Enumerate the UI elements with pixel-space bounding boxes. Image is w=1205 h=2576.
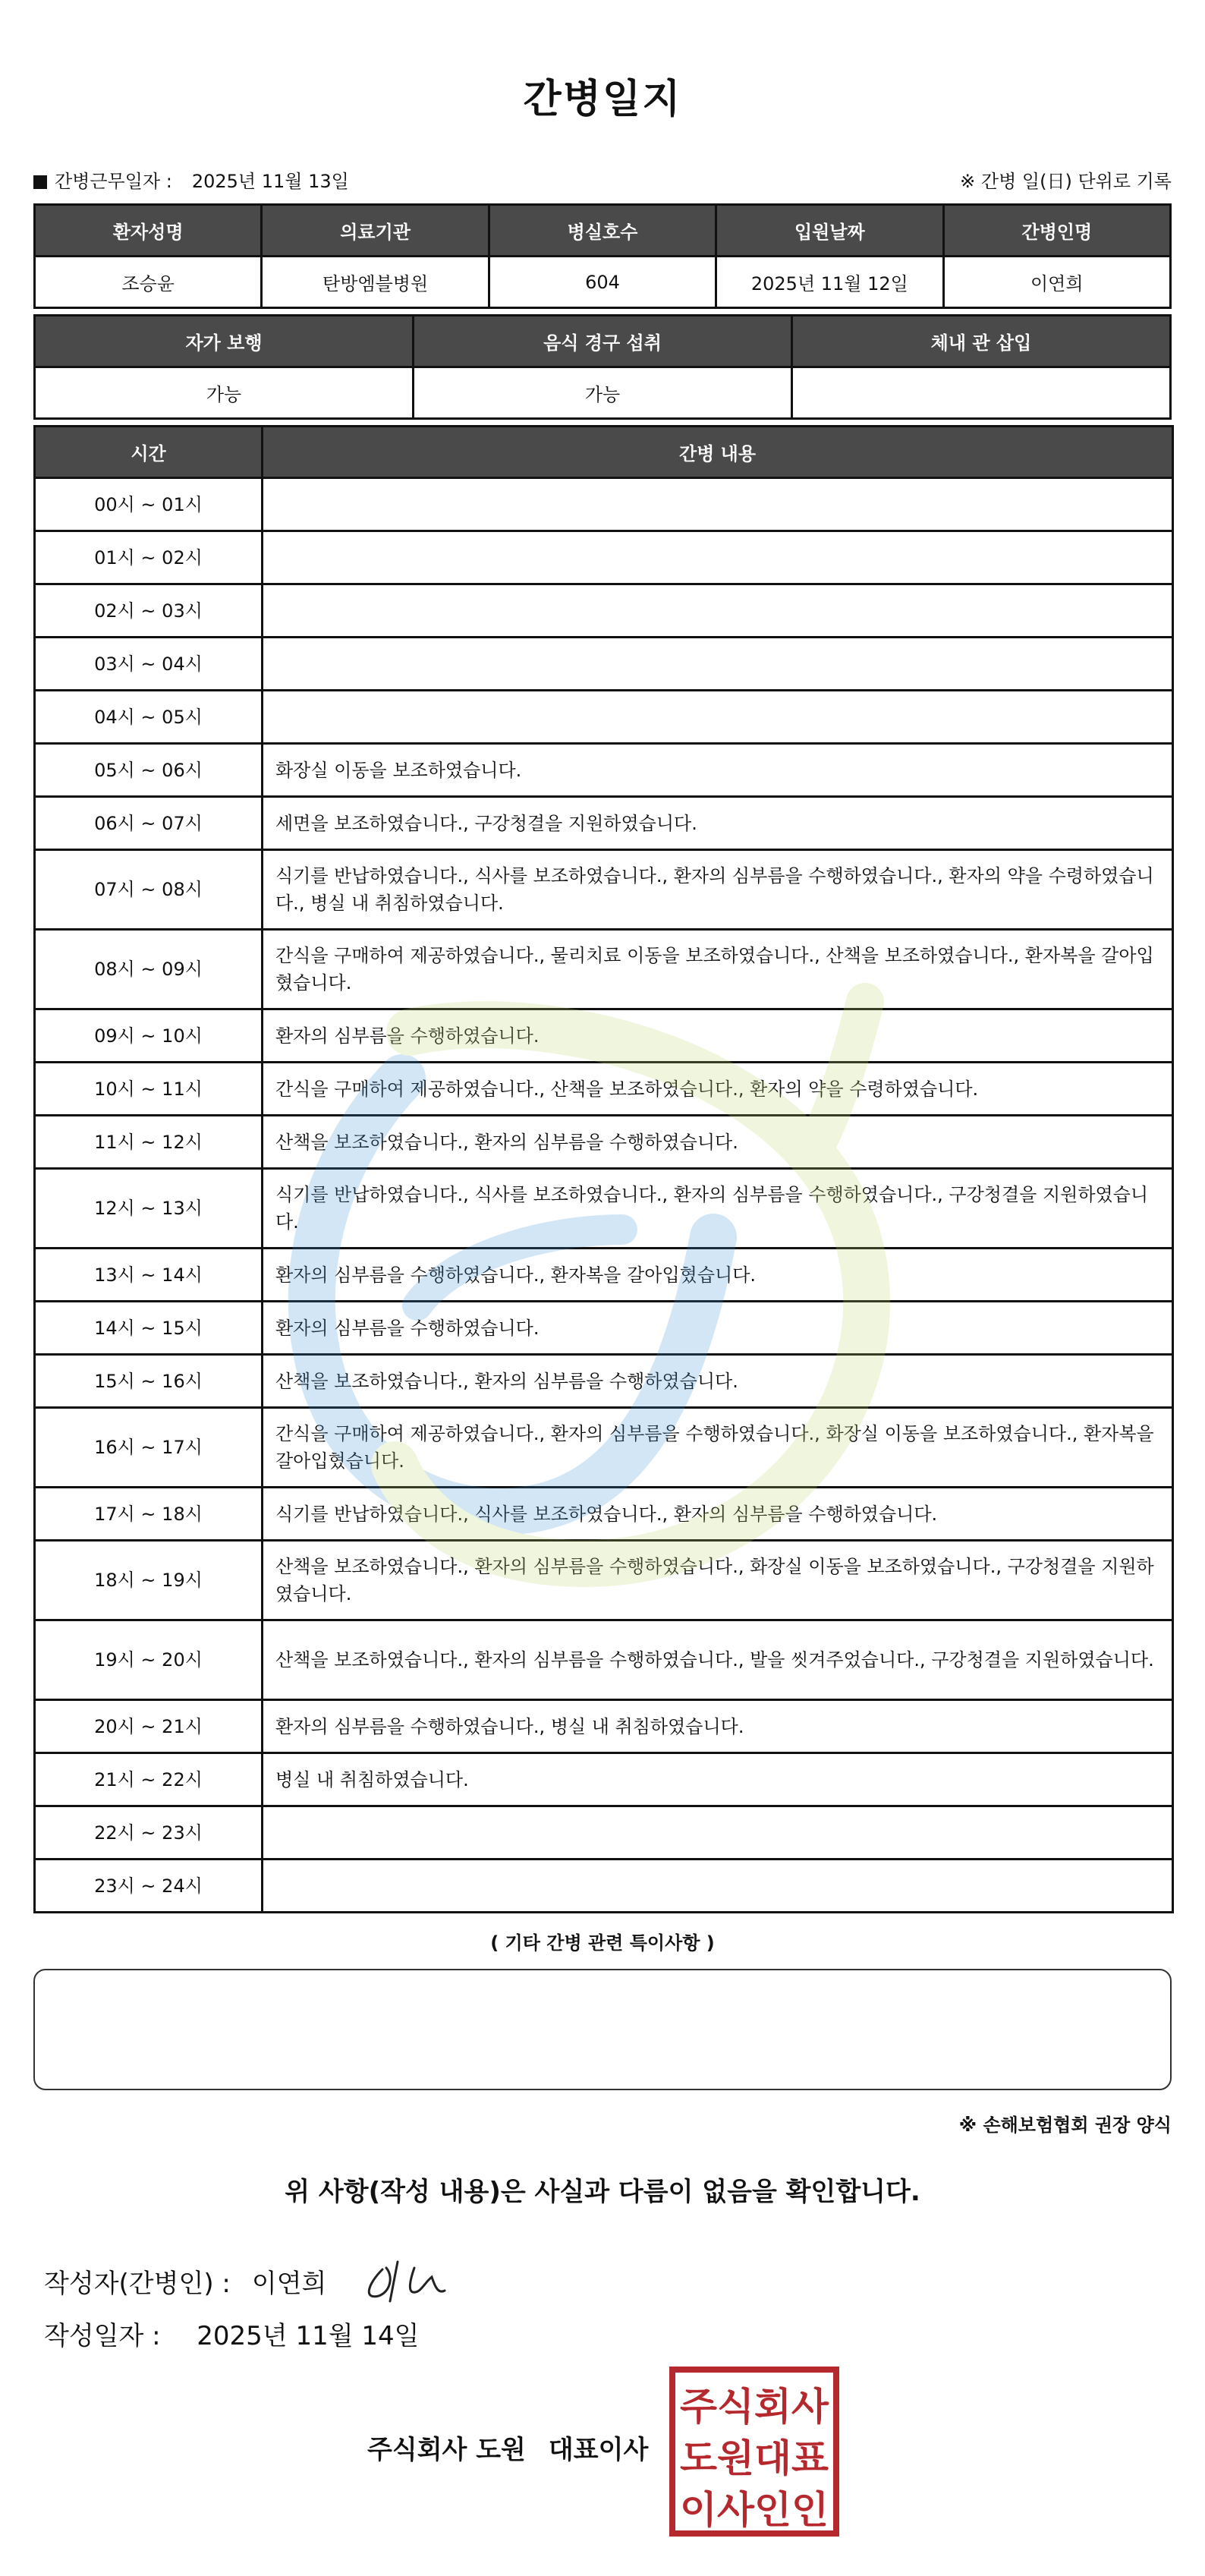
time-cell: 15시 ~ 16시	[35, 1355, 263, 1408]
admission-date: 2025년 11월 12일	[716, 257, 943, 308]
svg-text:이사인인: 이사인인	[680, 2488, 829, 2532]
confirmation-statement: 위 사항(작성 내용)은 사실과 다름이 없음을 확인합니다.	[285, 2177, 920, 2207]
date-label: 작성일자 :	[44, 2321, 161, 2351]
meta-row	[33, 164, 1172, 194]
time-cell: 11시 ~ 12시	[35, 1116, 263, 1169]
time-cell: 13시 ~ 14시	[35, 1249, 263, 1302]
time-cell: 22시 ~ 23시	[35, 1806, 263, 1860]
company-name: 주식회사 도원	[367, 2435, 526, 2465]
content-cell	[263, 531, 1173, 584]
content-cell: 병실 내 취침하였습니다.	[263, 1753, 1173, 1806]
content-cell: 환자의 심부름을 수행하였습니다., 환자복을 갈아입혔습니다.	[263, 1249, 1173, 1302]
tube-insertion-value	[792, 367, 1171, 419]
content-cell: 산책을 보조하였습니다., 환자의 심부름을 수행하였습니다.	[263, 1355, 1173, 1408]
svg-text:주식회사: 주식회사	[680, 2385, 829, 2429]
work-date-label: 간병근무일자 :	[55, 170, 172, 192]
table-row	[35, 1355, 1173, 1408]
status-info-table	[33, 314, 1172, 420]
special-notes-box	[33, 1969, 1172, 2090]
company-line	[367, 2429, 648, 2466]
table-row	[35, 1116, 1173, 1169]
care-log-table	[33, 425, 1174, 1913]
table-row	[35, 797, 1173, 850]
content-cell: 간식을 구매하여 제공하였습니다., 산책을 보조하였습니다., 환자의 약을 수령하였습니다.	[263, 1063, 1173, 1116]
time-cell: 01시 ~ 02시	[35, 531, 263, 584]
header-room: 병실호수	[489, 205, 716, 257]
writer-name: 이연희	[251, 2268, 327, 2299]
header-tube-insertion: 체내 관 삽입	[792, 316, 1171, 367]
table-row	[35, 1302, 1173, 1355]
date-value: 2025년 11월 14일	[197, 2321, 420, 2351]
time-cell: 02시 ~ 03시	[35, 584, 263, 638]
header-oral-intake: 음식 경구 섭취	[414, 316, 792, 367]
header-care-content: 간병 내용	[263, 427, 1173, 478]
content-cell: 산책을 보조하였습니다., 환자의 심부름을 수행하였습니다., 발을 씻겨주었습니다., 구강청결을 지원하였습니다.	[263, 1620, 1173, 1700]
content-cell: 환자의 심부름을 수행하였습니다.	[263, 1302, 1173, 1355]
date-line	[44, 2315, 419, 2352]
header-admission-date: 입원날짜	[716, 205, 943, 257]
time-cell: 07시 ~ 08시	[35, 850, 263, 930]
table-row	[35, 638, 1173, 691]
table-row	[35, 1860, 1173, 1913]
content-cell: 식기를 반납하였습니다., 식사를 보조하였습니다., 환자의 심부름을 수행하였습니다., 구강청결을 지원하였습니다.	[263, 1169, 1173, 1249]
content-cell: 환자의 심부름을 수행하였습니다., 병실 내 취침하였습니다.	[263, 1700, 1173, 1753]
table-row	[35, 478, 1173, 531]
table-row	[35, 531, 1173, 584]
table-row	[35, 1169, 1173, 1249]
room-number: 604	[489, 257, 716, 308]
recommend-note: ※ 손해보험협회 권장 양식	[958, 2115, 1172, 2136]
content-cell	[263, 478, 1173, 531]
table-row	[35, 1063, 1173, 1116]
time-cell: 21시 ~ 22시	[35, 1753, 263, 1806]
time-cell: 23시 ~ 24시	[35, 1860, 263, 1913]
writer-line	[44, 2254, 451, 2307]
table-row	[35, 1408, 1173, 1488]
table-row	[35, 850, 1173, 930]
time-cell: 19시 ~ 20시	[35, 1620, 263, 1700]
time-cell: 03시 ~ 04시	[35, 638, 263, 691]
content-cell: 간식을 구매하여 제공하였습니다., 물리치료 이동을 보조하였습니다., 산책을 보조하였습니다., 환자복을 갈아입혔습니다.	[263, 930, 1173, 1009]
svg-text:도원대표: 도원대표	[680, 2436, 829, 2480]
work-date	[33, 166, 349, 193]
time-cell: 08시 ~ 09시	[35, 930, 263, 1009]
time-cell: 10시 ~ 11시	[35, 1063, 263, 1116]
header-hospital: 의료기관	[262, 205, 489, 257]
table-row	[35, 1620, 1173, 1700]
hospital-name: 탄방엠블병원	[262, 257, 489, 308]
header-caregiver: 간병인명	[943, 205, 1170, 257]
patient-name: 조승윤	[35, 257, 262, 308]
time-cell: 00시 ~ 01시	[35, 478, 263, 531]
table-row	[35, 744, 1173, 797]
time-cell: 05시 ~ 06시	[35, 744, 263, 797]
content-cell: 산책을 보조하였습니다., 환자의 심부름을 수행하였습니다., 화장실 이동을 보조하였습니다., 구강청결을 지원하였습니다.	[263, 1541, 1173, 1620]
table-row	[35, 584, 1173, 638]
time-cell: 20시 ~ 21시	[35, 1700, 263, 1753]
ceo-title: 대표이사	[548, 2435, 649, 2465]
content-cell	[263, 1806, 1173, 1860]
time-cell: 18시 ~ 19시	[35, 1541, 263, 1620]
document-title: 간병일지	[523, 77, 682, 122]
content-cell: 식기를 반납하였습니다., 식사를 보조하였습니다., 환자의 심부름을 수행하였습니다.	[263, 1488, 1173, 1541]
time-cell: 04시 ~ 05시	[35, 691, 263, 744]
content-cell: 간식을 구매하여 제공하였습니다., 환자의 심부름을 수행하였습니다., 화장실 이동을 보조하였습니다., 환자복을 갈아입혔습니다.	[263, 1408, 1173, 1488]
table-row	[35, 1488, 1173, 1541]
time-cell: 14시 ~ 15시	[35, 1302, 263, 1355]
signature-icon	[360, 2254, 451, 2307]
caregiver-name: 이연희	[943, 257, 1170, 308]
content-cell: 세면을 보조하였습니다., 구강청결을 지원하였습니다.	[263, 797, 1173, 850]
table-row	[35, 1541, 1173, 1620]
table-row	[35, 1249, 1173, 1302]
header-patient-name: 환자성명	[35, 205, 262, 257]
table-row	[35, 930, 1173, 1009]
oral-intake-value: 가능	[414, 367, 792, 419]
table-row	[35, 1806, 1173, 1860]
table-row	[35, 691, 1173, 744]
time-cell: 09시 ~ 10시	[35, 1009, 263, 1063]
header-time: 시간	[35, 427, 263, 478]
content-cell: 화장실 이동을 보조하였습니다.	[263, 744, 1173, 797]
self-walking-value: 가능	[35, 367, 414, 419]
content-cell	[263, 584, 1173, 638]
header-self-walking: 자가 보행	[35, 316, 414, 367]
content-cell	[263, 1860, 1173, 1913]
content-cell: 환자의 심부름을 수행하였습니다.	[263, 1009, 1173, 1063]
content-cell: 산책을 보조하였습니다., 환자의 심부름을 수행하였습니다.	[263, 1116, 1173, 1169]
table-row	[35, 1700, 1173, 1753]
time-cell: 17시 ~ 18시	[35, 1488, 263, 1541]
company-seal-icon	[668, 2365, 841, 2538]
time-cell: 06시 ~ 07시	[35, 797, 263, 850]
special-notes-title: ( 기타 간병 관련 특이사항 )	[490, 1932, 715, 1954]
square-bullet-icon	[33, 175, 47, 189]
content-cell	[263, 691, 1173, 744]
work-date-value: 2025년 11월 13일	[191, 170, 349, 192]
content-cell: 식기를 반납하였습니다., 식사를 보조하였습니다., 환자의 심부름을 수행하였습니다., 환자의 약을 수령하였습니다., 병실 내 취침하였습니다.	[263, 850, 1173, 930]
time-cell: 12시 ~ 13시	[35, 1169, 263, 1249]
patient-info-table	[33, 203, 1172, 309]
table-row	[35, 1009, 1173, 1063]
content-cell	[263, 638, 1173, 691]
writer-label: 작성자(간병인) :	[44, 2268, 231, 2299]
table-row	[35, 1753, 1173, 1806]
unit-note: ※ 간병 일(日) 단위로 기록	[960, 170, 1172, 192]
time-cell: 16시 ~ 17시	[35, 1408, 263, 1488]
